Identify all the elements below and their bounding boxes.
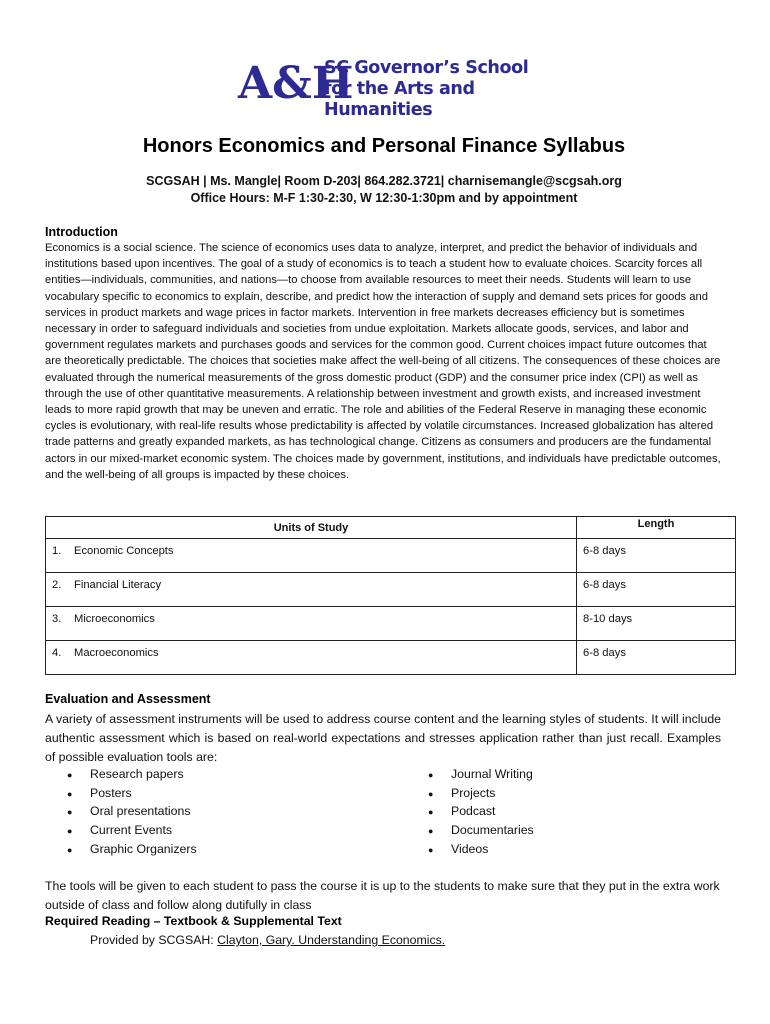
units-column-header: Units of Study (46, 517, 577, 539)
required-reading-line (90, 933, 770, 947)
unit-name: Macroeconomics (74, 647, 159, 659)
svg-text:A&H: A&H (238, 58, 354, 109)
unit-name: Financial Literacy (74, 579, 162, 591)
school-logo (238, 54, 538, 120)
list-item: ● Videos (406, 840, 534, 859)
textbook-citation: Clayton, Gary. Understanding Economics. (217, 933, 446, 947)
evaluation-tools-list-right (406, 765, 534, 859)
table-row (46, 539, 736, 573)
list-item: ● Research papers (45, 765, 197, 784)
evaluation-body: A variety of assessment instruments will be used to address course content and the learning styles of students. It will include authentic assessment which is based on real-world expectations and stresses application rather than just recall. Examples of possible evaluation tools are: (45, 712, 721, 764)
unit-cell (46, 539, 577, 573)
units-table-header (46, 517, 736, 539)
unit-name: Microeconomics (74, 613, 155, 625)
unit-number: 2. (52, 579, 62, 591)
a-and-h-logo-icon (238, 54, 354, 109)
unit-cell (46, 573, 577, 607)
list-item: ● Documentaries (406, 821, 534, 840)
office-hours-line: Office Hours: M-F 1:30-2:30, W 12:30-1:30pm and by appointment (190, 191, 578, 205)
school-name-line1: SC Governor’s School (324, 58, 529, 78)
unit-number: 4. (52, 647, 62, 659)
list-item: ● Graphic Organizers (45, 840, 197, 859)
list-item: ● Journal Writing (406, 765, 534, 784)
list-item: ● Projects (406, 784, 534, 803)
table-row (46, 607, 736, 641)
unit-name: Economic Concepts (74, 545, 174, 557)
required-reading-heading: Required Reading – Textbook & Supplemental Text (45, 914, 342, 928)
introduction-heading: Introduction (45, 225, 118, 239)
table-row (46, 641, 736, 675)
units-table (45, 516, 736, 675)
school-name-line2: for the Arts and Humanities (324, 79, 475, 120)
length-cell: 6-8 days (577, 573, 736, 607)
list-item: ● Podcast (406, 802, 534, 821)
length-cell: 8-10 days (577, 607, 736, 641)
evaluation-heading: Evaluation and Assessment (45, 692, 211, 706)
unit-number: 3. (52, 613, 62, 625)
list-item: ● Posters (45, 784, 197, 803)
unit-cell (46, 607, 577, 641)
unit-number: 1. (52, 545, 62, 557)
table-row (46, 573, 736, 607)
provided-by-label: Provided by SCGSAH: (90, 933, 218, 947)
contact-block (0, 173, 768, 207)
unit-cell (46, 641, 577, 675)
tools-note: The tools will be given to each student to pass the course it is up to the students to make sure that they put in the extra work outside of class and follow along dutifully in class (45, 879, 720, 912)
evaluation-tools-list-left (45, 765, 197, 859)
school-name (324, 58, 538, 121)
length-column-header: Length (577, 517, 736, 539)
contact-line: SCGSAH | Ms. Mangle| Room D-203| 864.282.3721| charnisemangle@scgsah.org (146, 174, 622, 188)
introduction-body: Economics is a social science. The science of economics uses data to analyze, interpret, and predict the behavior of individuals and institutions based upon incentives. The goal of a study of economics is to teach a student how to evaluate choices. Scarcity forces all entities—individuals, communities, and nations—to choose from available resources to meet their needs. Students will learn to use vocabulary specific to economics to explain, describe, and predict how the interaction of supply and demand sets prices for goods and services in product markets and wage prices in factor markets. Intervention in free markets decreases efficiency but is sometimes necessary in order to safeguard individuals and societies from undue exploitation. Markets allocate goods, services, and labor and government regulates markets and purchases goods and services for the common good. Current choices impact future outcomes that are theoretically predictable. The choices that societies make affect the well-being of all citizens. The consequences of these choices are evaluated through the numerical measurements of the gross domestic product (GDP) and the consumer price index (CPI) as well as through the use of other quantitative measurements. A relationship between investment and growth exists, and increased investment leads to more rapid growth that may be uneven and erratic. The role and abilities of the Federal Reserve in managing these economic cycles is evolutionary, with real-life results whose predictability is affected by volatile circumstances. Increased globalization has altered trade patterns and greatly expanded markets, as has technological change. Citizens as consumers and producers are the fundamental actors in our mixed-market economic system. The choices made by government, institutions, and individuals have predictable outcomes, and the well-being of all groups is impacted by these choices. (45, 242, 721, 481)
list-item: ● Oral presentations (45, 802, 197, 821)
length-cell: 6-8 days (577, 641, 736, 675)
length-cell: 6-8 days (577, 539, 736, 573)
list-item: ● Current Events (45, 821, 197, 840)
page-title: Honors Economics and Personal Finance Syllabus (142, 135, 626, 157)
